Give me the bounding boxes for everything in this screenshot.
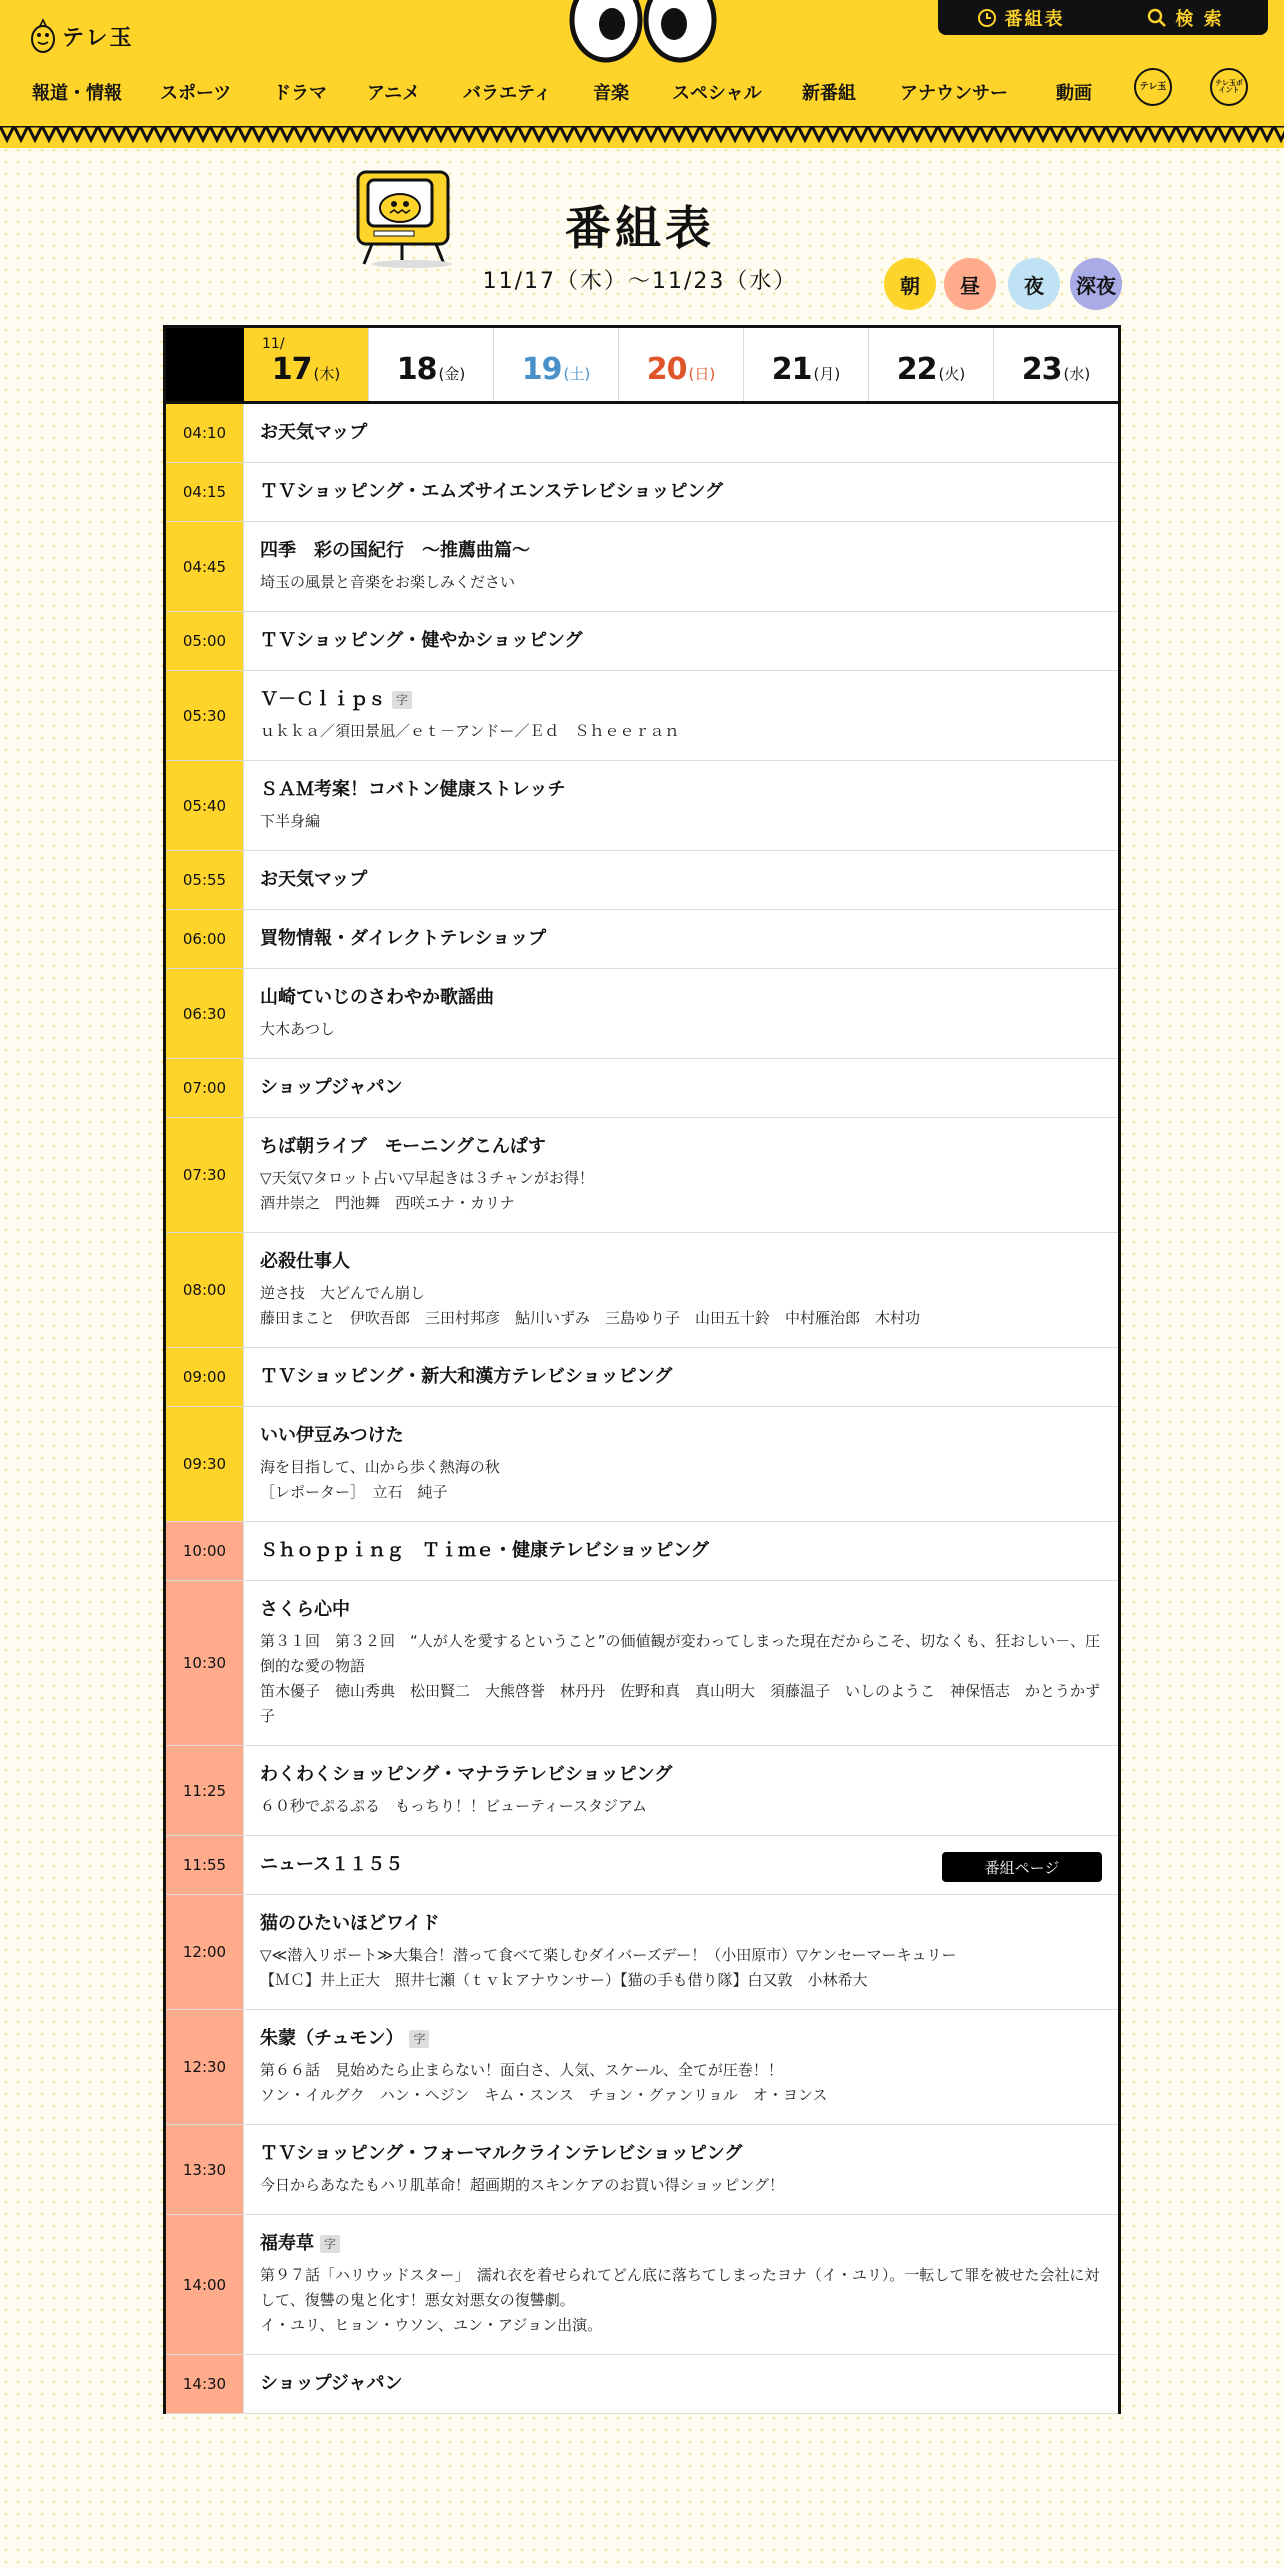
program-description-line: 第３１回 第３２回 “人が人を愛するということ”の価値観が変わってしまった現在だからこそ、切なくも、狂おしい－、圧倒的な愛の物語: [260, 1632, 1101, 1675]
program-description-line: イ・ユリ、ヒョン・ウソン、ユン・アジョン出演。: [260, 2316, 603, 2334]
program-time: 05:30: [166, 671, 244, 760]
logo-text: テレ玉: [62, 25, 134, 51]
nav-variety[interactable]: バラエティ: [463, 83, 552, 104]
header-zigzag-edge: [0, 126, 1284, 150]
program-title[interactable]: ＴＶショッピング・エムズサイエンステレビショッピング: [260, 481, 723, 502]
nav-sports[interactable]: スポーツ: [160, 83, 232, 104]
program-title-line: [260, 777, 1102, 803]
program-row[interactable]: [166, 1836, 1118, 1895]
program-row[interactable]: [166, 2125, 1118, 2215]
day-weekday: (木): [313, 365, 341, 383]
day-number: 19: [521, 352, 562, 387]
program-title[interactable]: 買物情報・ダイレクトテレショップ: [260, 928, 547, 949]
program-time: 04:10: [166, 404, 244, 462]
program-description: [260, 1281, 1102, 1331]
program-title[interactable]: Ｖ－Ｃｌｉｐｓ: [260, 689, 386, 710]
program-title-line: [260, 2141, 1102, 2167]
program-time: 11:55: [166, 1836, 244, 1894]
program-time: 07:00: [166, 1059, 244, 1117]
program-row[interactable]: [166, 1522, 1118, 1581]
program-title-line: [260, 985, 1102, 1011]
program-description: [260, 2058, 1102, 2108]
program-description: [260, 1794, 1102, 1819]
program-title-line: [260, 479, 1102, 505]
tv-mascot-icon: [352, 168, 462, 268]
nav-news[interactable]: 報道・情報: [32, 83, 122, 104]
program-title-line: [260, 1597, 1102, 1623]
nav-special[interactable]: スペシャル: [672, 83, 762, 104]
program-title[interactable]: 山崎ていじのさわやか歌謡曲: [260, 987, 494, 1008]
program-time: 07:30: [166, 1118, 244, 1232]
program-description-line: 下半身編: [260, 812, 321, 830]
program-row[interactable]: [166, 761, 1118, 851]
program-title[interactable]: 猫のひたいほどワイド: [260, 1913, 440, 1934]
search-button-label: 検 索: [1175, 8, 1224, 30]
program-body: [244, 761, 1118, 850]
program-time: 14:00: [166, 2215, 244, 2354]
program-time: 12:00: [166, 1895, 244, 2009]
nav-new-programs[interactable]: 新番組: [802, 83, 856, 104]
program-description: [260, 719, 1102, 744]
nav-music[interactable]: 音楽: [593, 83, 629, 104]
program-title-line: [260, 1423, 1102, 1449]
program-title-line: [260, 1249, 1102, 1275]
program-row[interactable]: [166, 1895, 1118, 2010]
program-description: [260, 1455, 1102, 1505]
program-title[interactable]: 四季 彩の国紀行 ～推薦曲篇～: [260, 540, 530, 561]
program-body: [244, 522, 1118, 611]
program-row[interactable]: [166, 1233, 1118, 1348]
program-time: 05:55: [166, 851, 244, 909]
program-row[interactable]: [166, 851, 1118, 910]
program-time: 09:30: [166, 1407, 244, 1521]
program-title-line: [260, 538, 1102, 564]
program-title-line: [260, 1538, 1102, 1564]
program-time: 04:45: [166, 522, 244, 611]
program-title-line: [260, 1364, 1102, 1390]
program-body: [244, 910, 1118, 968]
program-time: 05:00: [166, 612, 244, 670]
program-row[interactable]: [166, 1348, 1118, 1407]
program-body: [244, 1348, 1118, 1406]
day-weekday: (月): [813, 365, 841, 383]
program-title[interactable]: 福寿草: [260, 2233, 314, 2254]
nav-videos[interactable]: 動画: [1056, 83, 1092, 104]
program-title-line: [260, 1911, 1102, 1937]
day-tab[interactable]: [618, 328, 743, 401]
program-description: [260, 2263, 1102, 2338]
program-body: [244, 2125, 1118, 2214]
program-time: 13:30: [166, 2125, 244, 2214]
subtitle-badge: 字: [320, 2235, 340, 2253]
subtitle-badge: 字: [392, 691, 412, 709]
program-body: [244, 404, 1118, 462]
program-body: [244, 1407, 1118, 1521]
program-description-line: 第６６話 見始めたら止まらない！面白さ、人気、スケール、全てが圧巻！！: [260, 2061, 783, 2079]
program-row[interactable]: [166, 910, 1118, 969]
day-tabs: [166, 328, 1118, 404]
program-title-line: [260, 867, 1102, 893]
day-tab[interactable]: [244, 328, 368, 401]
program-time: 10:30: [166, 1581, 244, 1745]
program-description-line: ６０秒でぷるぷる もっちり！！ビューティースタジアム: [260, 1797, 648, 1815]
program-title-line: [260, 1075, 1102, 1101]
day-weekday: (日): [688, 365, 716, 383]
program-body: [244, 2010, 1118, 2124]
day-number: 18: [396, 352, 437, 387]
program-title-line: [260, 1762, 1102, 1788]
program-row[interactable]: [166, 1581, 1118, 1746]
program-row[interactable]: [166, 2010, 1118, 2125]
program-title-line: [260, 2026, 1102, 2052]
program-description: [260, 570, 1102, 595]
program-row[interactable]: [166, 1059, 1118, 1118]
schedule-button[interactable]: [938, 0, 1103, 35]
program-title[interactable]: ショップジャパン: [260, 1077, 403, 1098]
program-description: [260, 809, 1102, 834]
day-tab[interactable]: [493, 328, 618, 401]
search-button[interactable]: [1103, 0, 1268, 35]
mascot-eyes-icon: [568, 0, 718, 64]
program-time: 08:00: [166, 1233, 244, 1347]
program-description: [260, 1166, 1102, 1216]
tod-latenight-button[interactable]: 深夜: [1070, 258, 1122, 310]
program-body: [244, 1581, 1118, 1745]
day-weekday: (金): [438, 365, 466, 383]
site-logo[interactable]: [30, 16, 134, 56]
program-description-line: 笛木優子 徳山秀典 松田賢二 大熊啓誉 林丹丹 佐野和真 真山明大 須藤温子 いしのようこ 神保悟志 かとうかず子: [260, 1682, 1101, 1725]
date-range: 11/17（木）〜11/23（水）: [482, 269, 798, 294]
program-time: 06:30: [166, 969, 244, 1058]
program-row[interactable]: [166, 1746, 1118, 1836]
program-title[interactable]: 必殺仕事人: [260, 1251, 350, 1272]
tod-morning-button[interactable]: 朝: [884, 258, 936, 310]
day-number: 17: [271, 352, 312, 387]
day-weekday: (土): [563, 365, 591, 383]
program-title[interactable]: いい伊豆みつけた: [260, 1425, 404, 1446]
program-row[interactable]: [166, 2215, 1118, 2355]
program-body: [244, 969, 1118, 1058]
program-row[interactable]: [166, 2355, 1118, 2414]
teletama-badge-icon[interactable]: [1134, 68, 1172, 106]
tod-noon-button[interactable]: 昼: [944, 258, 996, 310]
program-body: [244, 671, 1118, 760]
program-title-line: [260, 420, 1102, 446]
program-row[interactable]: [166, 404, 1118, 463]
program-title[interactable]: ちば朝ライブ モーニングこんぱす: [260, 1136, 546, 1157]
program-description-line: ｕｋｋａ／須田景凪／ｅｔ－アンドー／Ｅｄ Ｓｈｅｅｒａｎ: [260, 722, 680, 740]
program-row[interactable]: [166, 671, 1118, 761]
program-title[interactable]: 朱蒙（チュモン）: [260, 2028, 404, 2049]
program-title-line: [260, 2371, 1102, 2397]
nav-announcers[interactable]: アナウンサー: [900, 83, 1008, 104]
top-buttons: [938, 0, 1268, 35]
program-body: [244, 463, 1118, 521]
program-row[interactable]: [166, 612, 1118, 671]
program-list: [166, 404, 1118, 2414]
program-row[interactable]: [166, 522, 1118, 612]
clock-icon: [977, 8, 997, 28]
day-tab[interactable]: [368, 328, 493, 401]
teletama-badge-label: テレ玉: [1139, 81, 1167, 92]
program-description-line: 埼玉の風景と音楽をお楽しみください: [260, 573, 516, 591]
program-title[interactable]: ＴＶショッピング・健やかショッピング: [260, 630, 583, 651]
program-title[interactable]: Ｓｈｏｐｐｉｎｇ Ｔｉｍｅ・健康テレビショッピング: [260, 1540, 709, 1561]
program-title[interactable]: お天気マップ: [260, 869, 368, 890]
day-tab[interactable]: [868, 328, 993, 401]
day-tab[interactable]: [993, 328, 1118, 401]
program-description-line: 藤田まこと 伊吹吾郎 三田村邦彦 鮎川いずみ 三島ゆり子 山田五十鈴 中村雁治郎 木村功: [260, 1309, 921, 1327]
day-number: 23: [1021, 352, 1062, 387]
program-title[interactable]: お天気マップ: [260, 422, 368, 443]
program-title-line: [260, 628, 1102, 654]
program-body: [244, 1233, 1118, 1347]
program-body: [244, 851, 1118, 909]
program-body: [244, 1118, 1118, 1232]
program-body: [244, 1895, 1118, 2009]
program-title[interactable]: ＴＶショッピング・新大和漢方テレビショッピング: [260, 1366, 673, 1387]
program-title[interactable]: さくら心中: [260, 1599, 350, 1620]
program-description-line: ［レポーター］ 立石 純子: [260, 1483, 448, 1501]
program-title-line: [260, 1134, 1102, 1160]
program-title[interactable]: ニュース１１５５: [260, 1854, 404, 1875]
program-time: 04:15: [166, 463, 244, 521]
program-description-line: 逆さ技 大どんでん崩し: [260, 1284, 426, 1302]
program-title[interactable]: ＴＶショッピング・フォーマルクラインテレビショッピング: [260, 2143, 743, 2164]
program-time: 14:30: [166, 2355, 244, 2413]
day-number: 22: [896, 352, 937, 387]
program-description-line: 酒井崇之 門池舞 西咲エナ・カリナ: [260, 1194, 515, 1212]
tamatoro-mascot-icon: [30, 17, 56, 55]
schedule-table: [163, 325, 1121, 2414]
day-number: 20: [646, 352, 687, 387]
program-time: 09:00: [166, 1348, 244, 1406]
program-row[interactable]: [166, 1118, 1118, 1233]
program-description-line: 【ＭＣ】井上正大 照井七瀬（ｔｖｋアナウンサー）【猫の手も借り隊】白又敦 小林希大: [260, 1971, 868, 1989]
program-row[interactable]: [166, 463, 1118, 522]
program-body: [244, 612, 1118, 670]
program-title-line: [260, 926, 1102, 952]
day-weekday: (水): [1063, 365, 1091, 383]
program-row[interactable]: [166, 1407, 1118, 1522]
day-tab[interactable]: [743, 328, 868, 401]
program-title-line: [260, 687, 1102, 713]
program-description-line: ▽≪潜入リポート≫大集合！潜って食べて楽しむダイバーズデー！（小田原市）▽ケンセーマーキュリー: [260, 1946, 957, 1964]
program-body: [244, 1059, 1118, 1117]
program-time: 11:25: [166, 1746, 244, 1835]
program-time: 12:30: [166, 2010, 244, 2124]
program-title[interactable]: わくわくショッピング・マナラテレビショッピング: [260, 1764, 673, 1785]
program-description: [260, 1943, 1102, 1993]
program-description: [260, 1017, 1102, 1042]
program-body: [244, 1522, 1118, 1580]
program-description-line: ソン・イルグク ハン・ヘジン キム・スンス チョン・グァンリョル オ・ヨンス: [260, 2086, 828, 2104]
program-page-button[interactable]: 番組ページ: [942, 1852, 1102, 1882]
program-row[interactable]: [166, 969, 1118, 1059]
point-badge-label: テレ玉ポイント: [1215, 79, 1243, 94]
subtitle-badge: 字: [409, 2030, 429, 2048]
program-description: [260, 1629, 1102, 1729]
program-description-line: 大木あつし: [260, 1020, 336, 1038]
program-body: [244, 1746, 1118, 1835]
program-description-line: 今日からあなたもハリ肌革命！超画期的スキンケアのお買い得ショッピング！: [260, 2176, 784, 2194]
page-title: 番組表: [565, 201, 715, 255]
day-number: 21: [771, 352, 812, 387]
search-icon: [1147, 8, 1167, 28]
nav-anime[interactable]: アニメ: [367, 83, 421, 104]
program-time: 10:00: [166, 1522, 244, 1580]
program-title-line: [260, 2231, 1102, 2257]
point-badge-icon[interactable]: [1210, 68, 1248, 106]
program-description: [260, 2173, 1102, 2198]
zigzag-path: [0, 126, 1284, 140]
program-description-line: 海を目指して、山から歩く熱海の秋: [260, 1458, 500, 1476]
program-body: [244, 1836, 1118, 1894]
program-title[interactable]: ＳＡＭ考案！コバトン健康ストレッチ: [260, 779, 566, 800]
tod-night-button[interactable]: 夜: [1008, 258, 1060, 310]
day-tabs-corner: [166, 328, 244, 401]
program-time: 05:40: [166, 761, 244, 850]
program-body: [244, 2215, 1118, 2354]
day-month: 11/: [262, 336, 285, 352]
nav-drama[interactable]: ドラマ: [273, 83, 327, 104]
schedule-button-label: 番組表: [1004, 8, 1065, 30]
program-time: 06:00: [166, 910, 244, 968]
program-body: [244, 2355, 1118, 2413]
program-description-line: ▽天気▽タロット占い▽早起きは３チャンがお得！: [260, 1169, 594, 1187]
day-weekday: (火): [938, 365, 966, 383]
program-description-line: 第９７話「ハリウッドスター」 濡れ衣を着せられてどん底に落ちてしまったヨナ（イ・ユリ）。一転して罪を被せた会社に対して、復讐の鬼と化す！悪女対悪女の復讐劇。: [260, 2266, 1100, 2309]
program-title[interactable]: ショップジャパン: [260, 2373, 403, 2394]
